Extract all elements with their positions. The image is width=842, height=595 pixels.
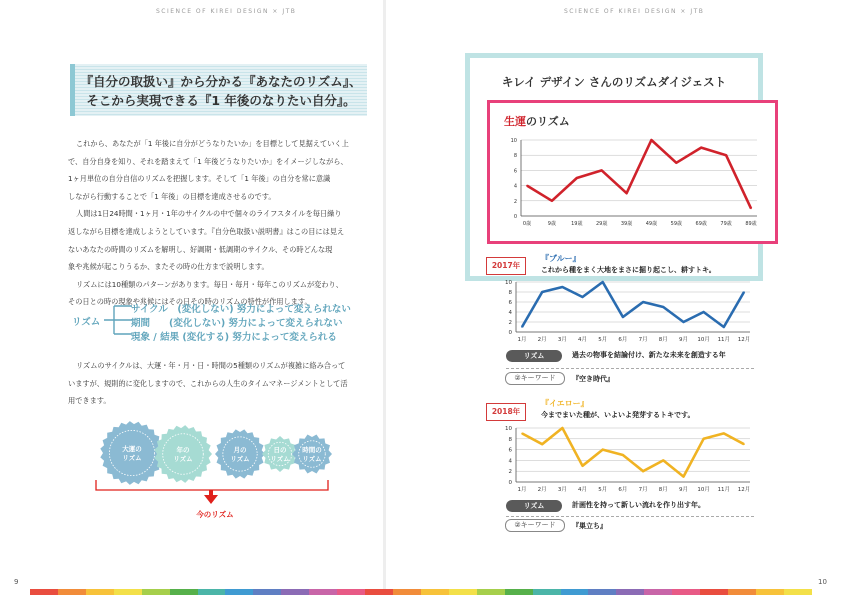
data-point — [723, 326, 725, 328]
y-tick-label: 2 — [508, 469, 512, 476]
rhythm-item: 現象 / 結果 (変化する) 努力によって変えられる — [131, 332, 337, 343]
y-tick-label: 8 — [513, 153, 517, 160]
color-name-2018: 『イエロー』 — [541, 399, 589, 408]
data-point — [700, 147, 702, 149]
color-stripe — [728, 589, 756, 595]
color-stripe — [30, 589, 58, 595]
y-tick-label: 0 — [508, 480, 512, 486]
para-line: リズムのサイクルは、大運・年・月・日・時間の5種類のリズムが複雑に絡み合って — [76, 361, 346, 370]
y-tick-label: 6 — [508, 300, 512, 306]
y-tick-label: 8 — [508, 290, 512, 296]
x-tick-label: 9歳 — [547, 221, 556, 227]
rhythm-text-2017: 過去の物事を結論付け、新たな未来を創造する年 — [572, 351, 726, 359]
data-point — [676, 162, 678, 164]
color-stripe — [616, 589, 644, 595]
y-tick-label: 0 — [508, 330, 512, 336]
data-point — [622, 316, 624, 318]
color-stripe — [253, 589, 281, 595]
para-line: で、自分自身を知り、それを踏まえて「1 年後どうなりたいか」をイメージしながら、 — [68, 156, 348, 166]
para-line: 人間は1日24時間・1ヶ月・1年のサイクルの中で個々のライフスタイルを毎日繰り — [76, 209, 342, 219]
x-tick-label: 89歳 — [745, 221, 757, 227]
rhythm-tag-2018: リズム — [506, 500, 562, 512]
x-tick-label: 69歳 — [695, 221, 707, 227]
rhythm-tag-2017: リズム — [506, 350, 562, 362]
data-point — [541, 443, 543, 445]
color-stripe — [533, 589, 561, 595]
color-stripe — [505, 589, 533, 595]
data-point — [521, 433, 523, 435]
title-box — [70, 64, 367, 116]
data-point — [723, 433, 725, 435]
rhythm-bracket — [104, 300, 134, 340]
x-tick-label: 0歳 — [522, 221, 532, 227]
keyword-tag-2017: ②キーワード — [505, 372, 565, 385]
x-tick-label: 49歳 — [645, 221, 658, 227]
data-point — [743, 443, 745, 445]
data-point — [703, 438, 705, 440]
y-tick-label: 2 — [513, 198, 517, 205]
data-point — [626, 192, 628, 194]
x-tick-label: 8月 — [658, 337, 668, 343]
color-stripe — [170, 589, 198, 595]
para-line: ないあなたの時間のリズムを解明し、好調期・低調期のサイクル、その時どんな現 — [68, 244, 333, 254]
divider — [506, 368, 754, 369]
intro-paragraph — [68, 135, 364, 311]
keyword-tag-2018: ②キーワード — [505, 519, 565, 532]
color-stripe-bar — [30, 589, 812, 595]
color-stripe — [225, 589, 253, 595]
data-point — [662, 306, 664, 308]
data-point — [642, 470, 644, 472]
chart-2017 — [500, 277, 760, 349]
para-line: これから、あなたが「1 年後に自分がどうなりたいか」を目標として見据えていく上 — [76, 139, 349, 148]
rhythm-text-2018: 計画性を持って新しい流れを作り出す年。 — [572, 501, 705, 509]
x-tick-label: 3月 — [557, 487, 567, 493]
fate-rhythm-chart — [505, 135, 765, 230]
cycle-paragraph — [68, 357, 364, 410]
y-tick-label: 0 — [513, 214, 517, 220]
x-tick-label: 29歳 — [595, 221, 608, 227]
x-tick-label: 2月 — [537, 487, 547, 493]
title-line-1: 『自分の取扱い』から分かる『あなたのリズム』、 — [80, 74, 362, 89]
data-point — [703, 311, 705, 313]
x-tick-label: 12月 — [737, 487, 751, 493]
data-point — [642, 301, 644, 303]
color-stripe — [58, 589, 86, 595]
x-tick-label: 1月 — [517, 337, 527, 343]
data-point — [562, 427, 564, 429]
color-stripe — [86, 589, 114, 595]
digest-title: キレイ デザイン さんのリズムダイジェスト — [501, 75, 727, 89]
color-stripe — [477, 589, 505, 595]
color-stripe — [114, 589, 142, 595]
color-stripe — [449, 589, 477, 595]
data-point — [743, 291, 745, 293]
rhythm-item: サイクル (変化しない) 努力によって変えられない — [131, 304, 351, 315]
series-line — [522, 428, 744, 477]
rhythm-label: リズム — [72, 317, 101, 328]
x-tick-label: 39歳 — [620, 221, 633, 227]
series-line — [522, 282, 744, 327]
x-tick-label: 9月 — [678, 337, 688, 343]
x-tick-label: 7月 — [638, 337, 648, 343]
y-tick-label: 4 — [513, 183, 517, 190]
color-stripe — [421, 589, 449, 595]
x-tick-label: 79歳 — [720, 221, 732, 227]
x-tick-label: 2月 — [537, 337, 547, 343]
color-stripe — [561, 589, 589, 595]
x-tick-label: 12月 — [737, 337, 751, 343]
y-tick-label: 10 — [505, 426, 512, 432]
color-stripe — [784, 589, 812, 595]
y-tick-label: 4 — [508, 458, 512, 465]
year-badge-2018: 2018年 — [486, 403, 526, 421]
now-arrow-head — [204, 495, 218, 504]
color-stripe — [700, 589, 728, 595]
y-tick-label: 6 — [508, 447, 512, 454]
para-line: その日との時の現象や兆候にはその日その時のリズムの特性が作用します。 — [68, 297, 312, 307]
keyword-text-2017: 『空き時代』 — [572, 375, 614, 383]
x-tick-label: 11月 — [717, 487, 731, 493]
data-point — [622, 454, 624, 456]
chart-2018 — [500, 421, 760, 497]
x-tick-label: 11月 — [717, 337, 731, 343]
x-tick-label: 5月 — [598, 487, 608, 493]
x-tick-label: 7月 — [638, 487, 648, 493]
para-line: 1ヶ月単位の自分自信のリズムを把握します。そして「1 年後」の自分を常に意識 — [68, 174, 331, 184]
data-point — [601, 170, 603, 172]
color-stripe — [588, 589, 616, 595]
page-header: SCIENCE OF KIREI DESIGN × JTB — [564, 8, 705, 15]
x-tick-label: 59歳 — [670, 221, 683, 227]
title-line-2: そこから実現できる『1 年後のなりたい自分』。 — [86, 93, 356, 108]
data-point — [521, 326, 523, 328]
page-number-right: 10 — [818, 578, 827, 586]
page-number-left: 9 — [14, 578, 19, 586]
gear-label-0: 大運の リズム — [122, 445, 142, 462]
gear-label-1: 年の リズム — [173, 446, 193, 463]
color-stripe — [337, 589, 365, 595]
data-point — [651, 139, 653, 141]
x-tick-label: 9月 — [678, 487, 688, 493]
y-tick-label: 10 — [505, 280, 512, 286]
color-name-2017: 『ブルー』 — [541, 254, 581, 263]
x-tick-label: 3月 — [557, 337, 567, 343]
series-line — [527, 140, 751, 208]
data-point — [602, 281, 604, 283]
data-point — [526, 185, 528, 187]
para-line: いますが、規則的に変化しますので、これからの人生のタイムマネージメントとして活 — [68, 378, 348, 388]
year-badge-2017: 2017年 — [486, 257, 526, 275]
data-point — [551, 200, 553, 202]
desc-2018: 今までまいた種が、いよいよ発芽するトキです。 — [541, 411, 695, 419]
y-tick-label: 10 — [510, 138, 517, 144]
color-stripe — [365, 589, 393, 595]
color-stripe — [142, 589, 170, 595]
x-tick-label: 1月 — [517, 487, 527, 493]
x-tick-label: 10月 — [697, 337, 710, 343]
x-tick-label: 4月 — [578, 337, 588, 343]
color-stripe — [672, 589, 700, 595]
x-tick-label: 19歳 — [571, 221, 583, 227]
x-tick-label: 6月 — [618, 487, 628, 493]
para-line: 返しながら目標を達成しようとしています。『自分色取扱い説明書』はこの目には見え — [68, 226, 345, 236]
now-rhythm-label: 今のリズム — [196, 510, 234, 519]
data-point — [582, 465, 584, 467]
data-point — [750, 208, 752, 210]
data-point — [662, 460, 664, 462]
data-point — [562, 286, 564, 288]
data-point — [541, 291, 543, 293]
data-point — [582, 296, 584, 298]
data-point — [725, 154, 727, 156]
x-tick-label: 5月 — [598, 337, 608, 343]
para-line: 象や兆候が起こりうるか、またその時の仕方まで説明します。 — [68, 262, 269, 272]
color-stripe — [756, 589, 784, 595]
fate-title: 生運のリズム — [504, 115, 570, 128]
desc-2017: これから種をまく大地をまさに掘り起こし、耕すトキ。 — [541, 266, 716, 274]
y-tick-label: 8 — [508, 436, 512, 443]
x-tick-label: 4月 — [578, 487, 588, 493]
data-point — [602, 449, 604, 451]
color-stripe — [393, 589, 421, 595]
keyword-text-2018: 『巣立ち』 — [572, 522, 607, 530]
para-line: 用できます。 — [68, 396, 111, 406]
color-stripe — [644, 589, 672, 595]
data-point — [683, 476, 685, 478]
color-stripe — [281, 589, 309, 595]
x-tick-label: 8月 — [658, 487, 668, 493]
para-line: リズムには10種類のパターンがあります。毎日・毎月・毎年このリズムが変わり、 — [76, 279, 343, 289]
left-page — [0, 0, 383, 595]
page-header: SCIENCE OF KIREI DESIGN × JTB — [156, 8, 297, 15]
gear-label-3: 日の リズム — [270, 446, 290, 463]
y-tick-label: 4 — [508, 310, 512, 316]
color-stripe — [309, 589, 337, 595]
x-tick-label: 10月 — [697, 487, 710, 493]
x-tick-label: 6月 — [618, 337, 628, 343]
y-tick-label: 2 — [508, 320, 512, 326]
para-line: しながら行動することで「1 年後」の目標を達成させるのです。 — [68, 191, 276, 201]
data-point — [576, 177, 578, 179]
data-point — [683, 321, 685, 323]
gear-label-4: 時間の リズム — [302, 446, 322, 463]
rhythm-item: 期間 (変化しない) 努力によって変えられない — [131, 318, 343, 329]
gear-label-2: 月の リズム — [230, 446, 250, 463]
y-tick-label: 6 — [513, 168, 517, 175]
divider — [506, 516, 754, 517]
color-stripe — [198, 589, 226, 595]
